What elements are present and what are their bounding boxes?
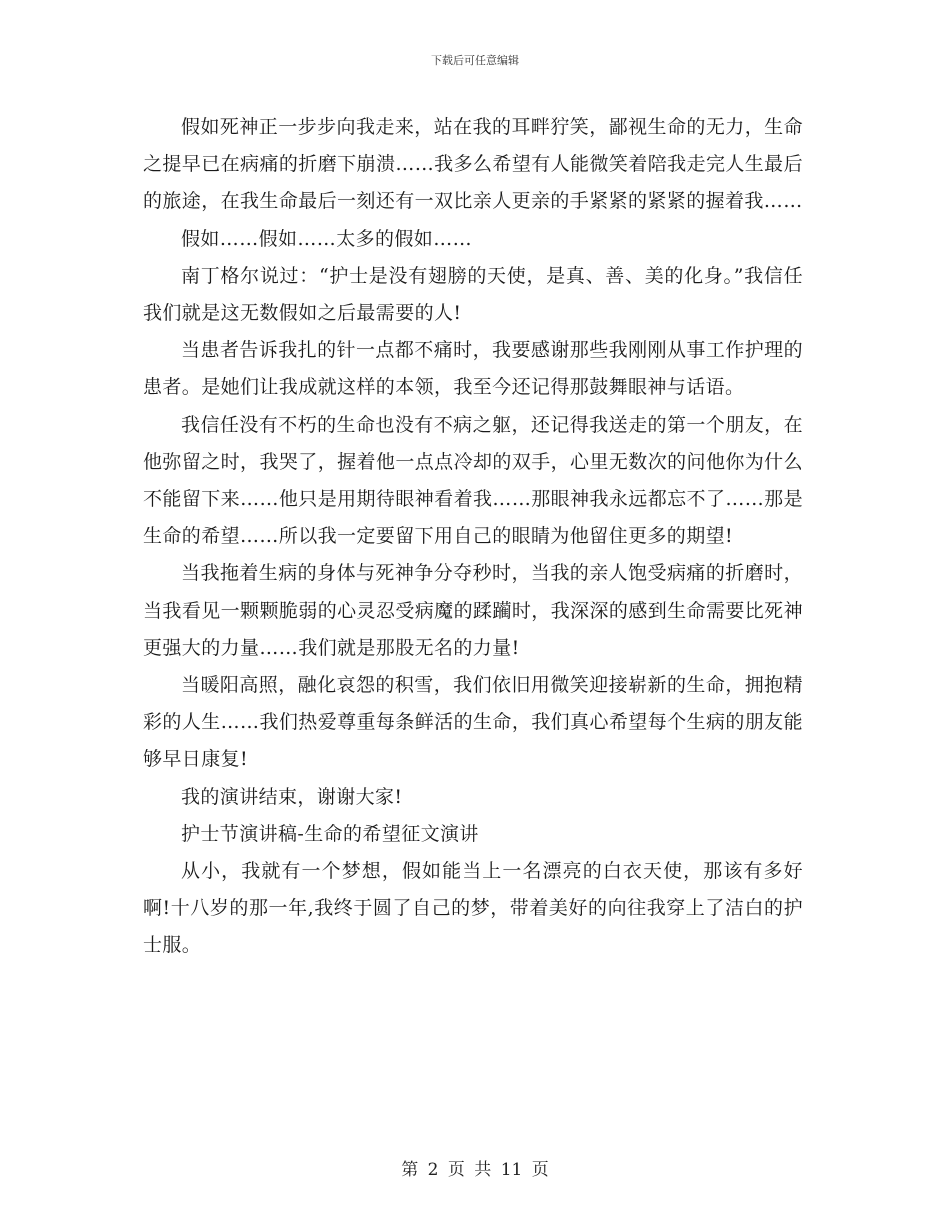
section-title: 护士节演讲稿-生命的希望征文演讲 xyxy=(181,822,479,845)
document-body xyxy=(143,109,803,965)
closing-line: 我的演讲结束，谢谢大家! xyxy=(181,785,403,808)
paragraph: 我信任没有不朽的生命也没有不病之躯，还记得我送走的第一个朋友，在他弥留之时，我哭了，握着他一点点冷却的双手，心里无数次的问他你为什么不能留下来……他只是用期待眼神看着我……那眼神我永远都忘不了……那是生命的希望……所以我一定要留下用自己的眼睛为他留住更多的期望! xyxy=(143,413,803,548)
page-header: 下载后可任意编辑 xyxy=(431,54,519,67)
page-number: 第 2 页 共 11 页 xyxy=(401,1160,549,1180)
paragraph: 南丁格尔说过：“护士是没有翅膀的天使，是真、善、美的化身。”我信任我们就是这无数假如之后最需要的人! xyxy=(143,264,803,325)
paragraph: 从小，我就有一个梦想，假如能当上一名漂亮的白衣天使，那该有多好啊!十八岁的那一年,我终于圆了自己的梦，带着美好的向往我穿上了洁白的护士服。 xyxy=(143,860,803,957)
paragraph: 当暖阳高照，融化哀怨的积雪，我们依旧用微笑迎接崭新的生命，拥抱精彩的人生……我们热爱尊重每条鲜活的生命，我们真心希望每个生病的朋友能够早日康复! xyxy=(143,674,803,771)
paragraph: 当我拖着生病的身体与死神争分夺秒时，当我的亲人饱受病痛的折磨时，当我看见一颗颗脆弱的心灵忍受病魔的蹂躏时，我深深的感到生命需要比死神更强大的力量……我们就是那股无名的力量! xyxy=(143,562,803,659)
paragraph: 假如……假如……太多的假如…… xyxy=(181,227,473,250)
paragraph: 假如死神正一步步向我走来，站在我的耳畔狞笑，鄙视生命的无力，生命之提早已在病痛的折磨下崩溃……我多么希望有人能微笑着陪我走完人生最后的旅途，在我生命最后一刻还有一双比亲人更亲的手紧紧的紧紧的握着我…… xyxy=(143,116,803,213)
paragraph: 当患者告诉我扎的针一点都不痛时，我要感谢那些我刚刚从事工作护理的患者。是她们让我成就这样的本领，我至今还记得那鼓舞眼神与话语。 xyxy=(143,339,803,399)
